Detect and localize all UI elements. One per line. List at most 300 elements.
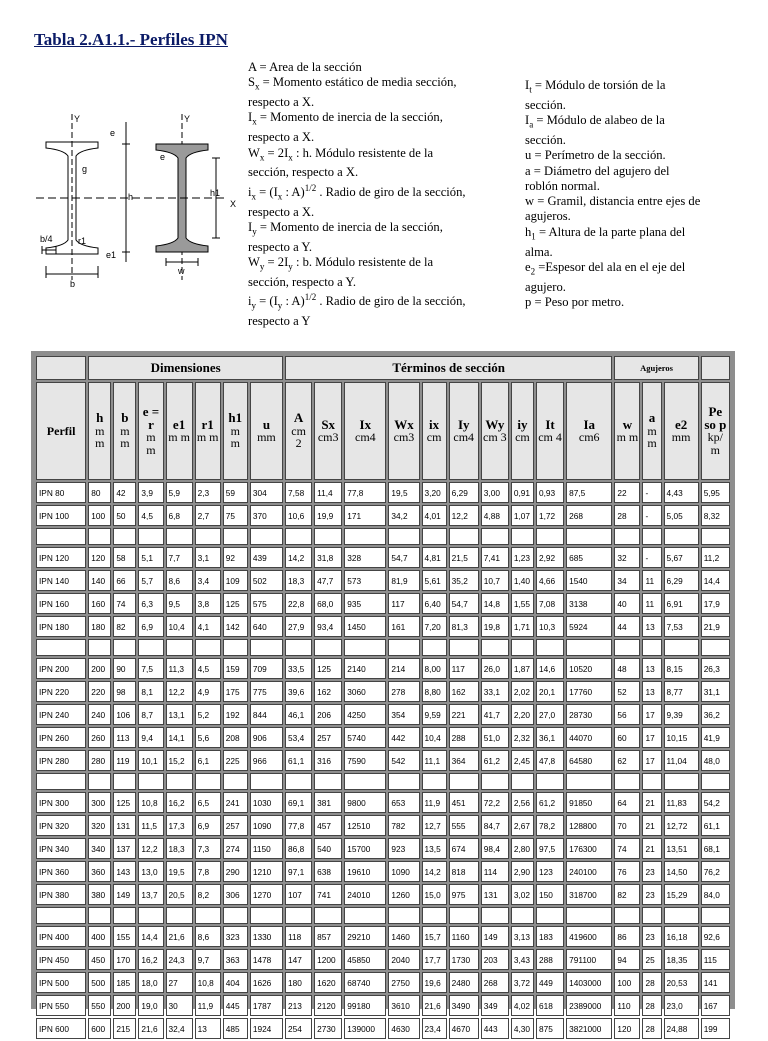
table-cell [664, 773, 699, 790]
table-cell: 50 [113, 505, 136, 526]
table-cell [344, 528, 386, 545]
table-cell: 4,88 [481, 505, 509, 526]
table-cell: 149 [113, 884, 136, 905]
table-cell: 268 [566, 505, 612, 526]
table-cell: 214 [388, 658, 419, 679]
table-cell: 442 [388, 727, 419, 748]
table-cell: 23 [642, 884, 661, 905]
col-symbol: a [648, 410, 656, 426]
table-cell: 10,8 [138, 792, 163, 813]
table-cell: 11,4 [314, 482, 342, 503]
table-cell: 180 [285, 972, 312, 993]
table-cell: 203 [481, 949, 509, 970]
table-cell: 6,8 [166, 505, 193, 526]
table-cell: 26,0 [481, 658, 509, 679]
group-terminos: Términos de sección [285, 356, 612, 380]
table-row [36, 547, 730, 568]
table-cell: 6,40 [422, 593, 447, 614]
table-cell: 2480 [449, 972, 479, 993]
table-cell: 4,02 [511, 995, 534, 1016]
table-cell: 19,6 [422, 972, 447, 993]
table-cell: 10,6 [285, 505, 312, 526]
table-cell: 117 [388, 593, 419, 614]
table-cell: 28 [642, 1018, 661, 1039]
table-row [36, 884, 730, 905]
table-cell [138, 528, 163, 545]
table-cell [113, 773, 136, 790]
table-cell [138, 773, 163, 790]
table-cell: 161 [388, 616, 419, 637]
table-cell: 118 [285, 926, 312, 947]
table-cell: 15,29 [664, 884, 699, 905]
profile-name-cell: IPN 550 [36, 995, 86, 1016]
col-header-11 [422, 382, 447, 480]
table-cell: 47,7 [314, 570, 342, 591]
table-cell: 192 [223, 704, 248, 725]
table-cell: 318700 [566, 884, 612, 905]
table-cell: 20,1 [536, 681, 564, 702]
table-cell: 17 [642, 704, 661, 725]
table-cell: 8,80 [422, 681, 447, 702]
table-cell: 81,9 [388, 570, 419, 591]
table-cell: 125 [314, 658, 342, 679]
table-cell: 86,8 [285, 838, 312, 859]
table-cell: 142 [223, 616, 248, 637]
table-cell: 618 [536, 995, 564, 1016]
table-cell: 18,35 [664, 949, 699, 970]
table-cell: 13 [642, 681, 661, 702]
table-cell: 2,92 [536, 547, 564, 568]
col-header-10 [388, 382, 419, 480]
table-cell: 119 [113, 750, 136, 771]
legend-line: $h_1$ = Altura de la parte plana del [525, 224, 686, 242]
col-unit: cm3 [317, 430, 339, 444]
col-symbol: A [293, 410, 304, 426]
table-cell: 106 [113, 704, 136, 725]
legend-line: agujeros. [525, 209, 571, 224]
table-cell: 4,66 [536, 570, 564, 591]
table-cell: 23,0 [664, 995, 699, 1016]
table-cell: 170 [113, 949, 136, 970]
table-cell: 3,72 [511, 972, 534, 993]
col-symbol: w [622, 416, 633, 432]
table-cell: 354 [388, 704, 419, 725]
col-symbol: Wy [485, 416, 505, 432]
table-cell: 19,9 [314, 505, 342, 526]
table-cell: 72,2 [481, 792, 509, 813]
legend-line: respecto a X. [248, 130, 315, 145]
table-cell: 2750 [388, 972, 419, 993]
table-cell: 19,8 [481, 616, 509, 637]
table-row [36, 1018, 730, 1039]
table-cell: 7,3 [195, 838, 221, 859]
table-cell: 364 [449, 750, 479, 771]
table-cell: 540 [314, 838, 342, 859]
table-cell: 844 [250, 704, 283, 725]
table-cell: 3,43 [511, 949, 534, 970]
table-cell [449, 528, 479, 545]
table-cell: 260 [88, 727, 111, 748]
table-cell [195, 528, 221, 545]
col-unit: cm 4 [538, 430, 562, 444]
table-cell: 128800 [566, 815, 612, 836]
table-cell [88, 907, 111, 924]
table-cell [511, 639, 534, 656]
table-cell: 84,7 [481, 815, 509, 836]
table-cell: 115 [701, 949, 730, 970]
table-cell [223, 907, 248, 924]
table-cell: 213 [285, 995, 312, 1016]
table-cell: 15,7 [422, 926, 447, 947]
table-cell: 11,04 [664, 750, 699, 771]
table-cell: 653 [388, 792, 419, 813]
legend-line: $i_y = (I_y$ : A)$^{1/2}$ . Radio de giro de la sección, [248, 292, 466, 311]
profile-name-cell: IPN 100 [36, 505, 86, 526]
table-cell: 451 [449, 792, 479, 813]
table-cell: 573 [344, 570, 386, 591]
table-cell [88, 528, 111, 545]
table-cell: 117 [449, 658, 479, 679]
table-cell: 555 [449, 815, 479, 836]
table-cell: 1626 [250, 972, 283, 993]
table-cell: 1,72 [536, 505, 564, 526]
table-cell: 4,9 [195, 681, 221, 702]
table-spacer-row [36, 907, 730, 924]
table-cell [536, 639, 564, 656]
col-unit: cm [426, 430, 442, 444]
legend-line: $I_a$ = Módulo de alabeo de la [525, 113, 665, 130]
table-cell [195, 773, 221, 790]
col-unit: m m [168, 430, 190, 444]
table-cell: 21,6 [422, 995, 447, 1016]
right-profile-drawing [122, 114, 220, 280]
table-cell: 300 [88, 792, 111, 813]
legend-line: roblón normal. [525, 178, 600, 193]
table-cell [250, 773, 283, 790]
table-row [36, 658, 730, 679]
table-cell: 78,2 [536, 815, 564, 836]
table-cell: 81,3 [449, 616, 479, 637]
table-cell: 149 [481, 926, 509, 947]
table-cell: 23 [642, 926, 661, 947]
table-cell: 818 [449, 861, 479, 882]
table-cell: 16,2 [166, 792, 193, 813]
col-unit: kp/ m [707, 430, 724, 457]
table-cell: 2,3 [195, 482, 221, 503]
table-cell [481, 528, 509, 545]
table-cell: 1,23 [511, 547, 534, 568]
table-cell: 363 [223, 949, 248, 970]
table-cell: 600 [88, 1018, 111, 1039]
table-cell: 3,00 [481, 482, 509, 503]
table-cell: 8,77 [664, 681, 699, 702]
table-cell: 183 [536, 926, 564, 947]
table-cell: 7,5 [138, 658, 163, 679]
table-cell: 241 [223, 792, 248, 813]
table-cell: 39,6 [285, 681, 312, 702]
table-cell: 7,08 [536, 593, 564, 614]
legend-line: $W_y = 2I_y$ : b. Módulo resistente de la [248, 255, 434, 272]
table-cell: 1,87 [511, 658, 534, 679]
profile-name-cell: IPN 400 [36, 926, 86, 947]
col-header-9 [344, 382, 386, 480]
table-cell: 13 [642, 616, 661, 637]
table-cell: 8,7 [138, 704, 163, 725]
col-symbol: b [121, 410, 129, 426]
ipn-table-frame [31, 351, 735, 1034]
table-cell: 97,1 [285, 861, 312, 882]
table-cell: 87,5 [566, 482, 612, 503]
table-cell [481, 639, 509, 656]
table-cell [36, 639, 86, 656]
table-cell: 76 [614, 861, 640, 882]
profile-name-cell: IPN 280 [36, 750, 86, 771]
legend-line: a = Diámetro del agujero del [525, 163, 670, 178]
table-cell: 28730 [566, 704, 612, 725]
table-cell: 2,02 [511, 681, 534, 702]
table-cell: 64 [614, 792, 640, 813]
label-y-right: Y [184, 114, 191, 124]
table-cell: 113 [113, 727, 136, 748]
col-unit: cm3 [393, 430, 415, 444]
col-header-6 [250, 382, 283, 480]
legend-left [248, 60, 518, 329]
table-cell: 9,59 [422, 704, 447, 725]
table-cell: 80 [88, 482, 111, 503]
table-cell: 257 [223, 815, 248, 836]
table-cell: 125 [223, 593, 248, 614]
table-cell [422, 639, 447, 656]
table-cell [614, 639, 640, 656]
legend-line: $I_x$ = Momento de inercia de la sección, [248, 110, 443, 127]
table-cell: 155 [113, 926, 136, 947]
table-cell: 109 [223, 570, 248, 591]
profile-name-cell: IPN 240 [36, 704, 86, 725]
col-unit: mm [257, 430, 276, 444]
table-cell: 3,8 [195, 593, 221, 614]
table-cell: 10,15 [664, 727, 699, 748]
table-cell: 775 [250, 681, 283, 702]
table-cell: 97,5 [536, 838, 564, 859]
legend-line: respecto a X. [248, 204, 315, 219]
table-cell: 10,3 [536, 616, 564, 637]
table-cell: 14,4 [138, 926, 163, 947]
table-cell: 34 [614, 570, 640, 591]
table-cell: 1403000 [566, 972, 612, 993]
table-cell: 62 [614, 750, 640, 771]
table-row [36, 995, 730, 1016]
table-cell: - [642, 505, 661, 526]
table-cell: 162 [314, 681, 342, 702]
table-cell: 8,6 [166, 570, 193, 591]
table-cell: 75 [223, 505, 248, 526]
table-cell: 61,2 [536, 792, 564, 813]
legend-line: sección. [525, 97, 566, 112]
profile-name-cell: IPN 450 [36, 949, 86, 970]
label-y-left: Y [74, 114, 81, 124]
col-unit: cm6 [578, 430, 600, 444]
table-cell: 76,2 [701, 861, 730, 882]
table-cell [614, 528, 640, 545]
table-cell: 68,1 [701, 838, 730, 859]
table-cell: 2040 [388, 949, 419, 970]
table-cell: 18,3 [166, 838, 193, 859]
table-spacer-row [36, 528, 730, 545]
table-cell: 13,1 [166, 704, 193, 725]
table-row [36, 838, 730, 859]
legend-line: p = Peso por metro. [525, 294, 625, 309]
table-cell: 77,8 [285, 815, 312, 836]
table-cell: 257 [314, 727, 342, 748]
table-cell: 44070 [566, 727, 612, 748]
table-cell: 7590 [344, 750, 386, 771]
table-cell: 171 [344, 505, 386, 526]
profile-name-cell: IPN 340 [36, 838, 86, 859]
group-dimensiones: Dimensiones [88, 356, 283, 380]
table-cell: 3490 [449, 995, 479, 1016]
table-row [36, 681, 730, 702]
table-cell: 10,8 [195, 972, 221, 993]
table-cell: 5924 [566, 616, 612, 637]
table-cell: 11,2 [701, 547, 730, 568]
table-cell: 5,05 [664, 505, 699, 526]
table-cell: 2,80 [511, 838, 534, 859]
label-x: X [230, 199, 237, 209]
table-cell: 21,6 [138, 1018, 163, 1039]
table-cell: 1787 [250, 995, 283, 1016]
table-cell: 64580 [566, 750, 612, 771]
table-cell: 2389000 [566, 995, 612, 1016]
col-symbol: Iy [457, 416, 470, 432]
table-cell: - [642, 547, 661, 568]
table-cell: 74 [614, 838, 640, 859]
col-header-17 [614, 382, 640, 480]
table-cell [511, 528, 534, 545]
table-cell: 13 [642, 658, 661, 679]
profile-name-cell: IPN 200 [36, 658, 86, 679]
table-cell: 123 [536, 861, 564, 882]
table-cell: 11,83 [664, 792, 699, 813]
label-e-right: e [160, 152, 166, 162]
table-cell [166, 528, 193, 545]
table-cell: 27,0 [536, 704, 564, 725]
table-cell: 24,88 [664, 1018, 699, 1039]
table-cell: 33,1 [481, 681, 509, 702]
table-cell: 2,90 [511, 861, 534, 882]
col-header-8 [314, 382, 342, 480]
table-cell: 143 [113, 861, 136, 882]
table-cell: 360 [88, 861, 111, 882]
table-cell: 4,43 [664, 482, 699, 503]
table-cell: 304 [250, 482, 283, 503]
col-unit: m m [616, 430, 639, 444]
table-cell: 54,2 [701, 792, 730, 813]
table-row [36, 616, 730, 637]
legend-line: A = Area de la sección [248, 60, 362, 74]
col-unit: cm 3 [483, 430, 507, 444]
table-cell: 36,1 [536, 727, 564, 748]
table-cell: 27,9 [285, 616, 312, 637]
table-cell [314, 773, 342, 790]
table-cell: 16,18 [664, 926, 699, 947]
table-cell: 58 [113, 547, 136, 568]
table-cell: 94 [614, 949, 640, 970]
table-cell: 290 [223, 861, 248, 882]
table-cell: 28 [642, 972, 661, 993]
table-cell: 274 [223, 838, 248, 859]
table-cell: 1160 [449, 926, 479, 947]
table-cell: 92 [223, 547, 248, 568]
table-cell: 125 [113, 792, 136, 813]
table-cell [449, 907, 479, 924]
table-cell: 17760 [566, 681, 612, 702]
table-cell: 316 [314, 750, 342, 771]
table-cell: 21 [642, 815, 661, 836]
table-cell [449, 639, 479, 656]
col-header-19 [664, 382, 699, 480]
label-e1: e1 [106, 250, 117, 260]
table-cell: 48 [614, 658, 640, 679]
table-cell: 638 [314, 861, 342, 882]
profile-name-cell: IPN 120 [36, 547, 86, 568]
table-cell: 280 [88, 750, 111, 771]
table-cell: 11 [642, 570, 661, 591]
label-g: g [82, 164, 88, 174]
table-cell: 200 [88, 658, 111, 679]
col-header-perfil: Perfil [36, 382, 86, 480]
table-cell: 0,93 [536, 482, 564, 503]
table-cell: 66 [113, 570, 136, 591]
legend-line: u = Perímetro de la sección. [525, 148, 666, 163]
col-header-1 [113, 382, 136, 480]
col-symbol: h1 [228, 410, 243, 426]
table-cell: 4250 [344, 704, 386, 725]
col-symbol: e2 [674, 416, 688, 432]
table-cell: 54,7 [449, 593, 479, 614]
table-cell: 17,7 [422, 949, 447, 970]
table-cell [422, 528, 447, 545]
table-cell: 6,29 [664, 570, 699, 591]
table-cell: 99180 [344, 995, 386, 1016]
col-symbol: Wx [394, 416, 414, 432]
table-cell: 6,9 [195, 815, 221, 836]
table-cell: 12,7 [422, 815, 447, 836]
table-cell: 100 [88, 505, 111, 526]
col-symbol: e1 [172, 416, 186, 432]
table-cell: 1150 [250, 838, 283, 859]
table-cell: 16,2 [138, 949, 163, 970]
profile-name-cell: IPN 80 [36, 482, 86, 503]
table-cell [138, 907, 163, 924]
table-cell: 923 [388, 838, 419, 859]
table-cell: 86 [614, 926, 640, 947]
col-symbol: ix [429, 416, 440, 432]
table-cell: 7,20 [422, 616, 447, 637]
table-cell: 12510 [344, 815, 386, 836]
profile-name-cell: IPN 380 [36, 884, 86, 905]
table-cell: 32 [614, 547, 640, 568]
table-cell: 11,9 [195, 995, 221, 1016]
table-cell: 21,6 [166, 926, 193, 947]
table-cell [314, 639, 342, 656]
table-cell: 17,9 [701, 593, 730, 614]
col-unit: m m [120, 423, 130, 451]
col-unit: m m [196, 430, 219, 444]
table-cell: 5,9 [166, 482, 193, 503]
table-cell: 906 [250, 727, 283, 748]
profile-name-cell: IPN 300 [36, 792, 86, 813]
table-cell: 84,0 [701, 884, 730, 905]
